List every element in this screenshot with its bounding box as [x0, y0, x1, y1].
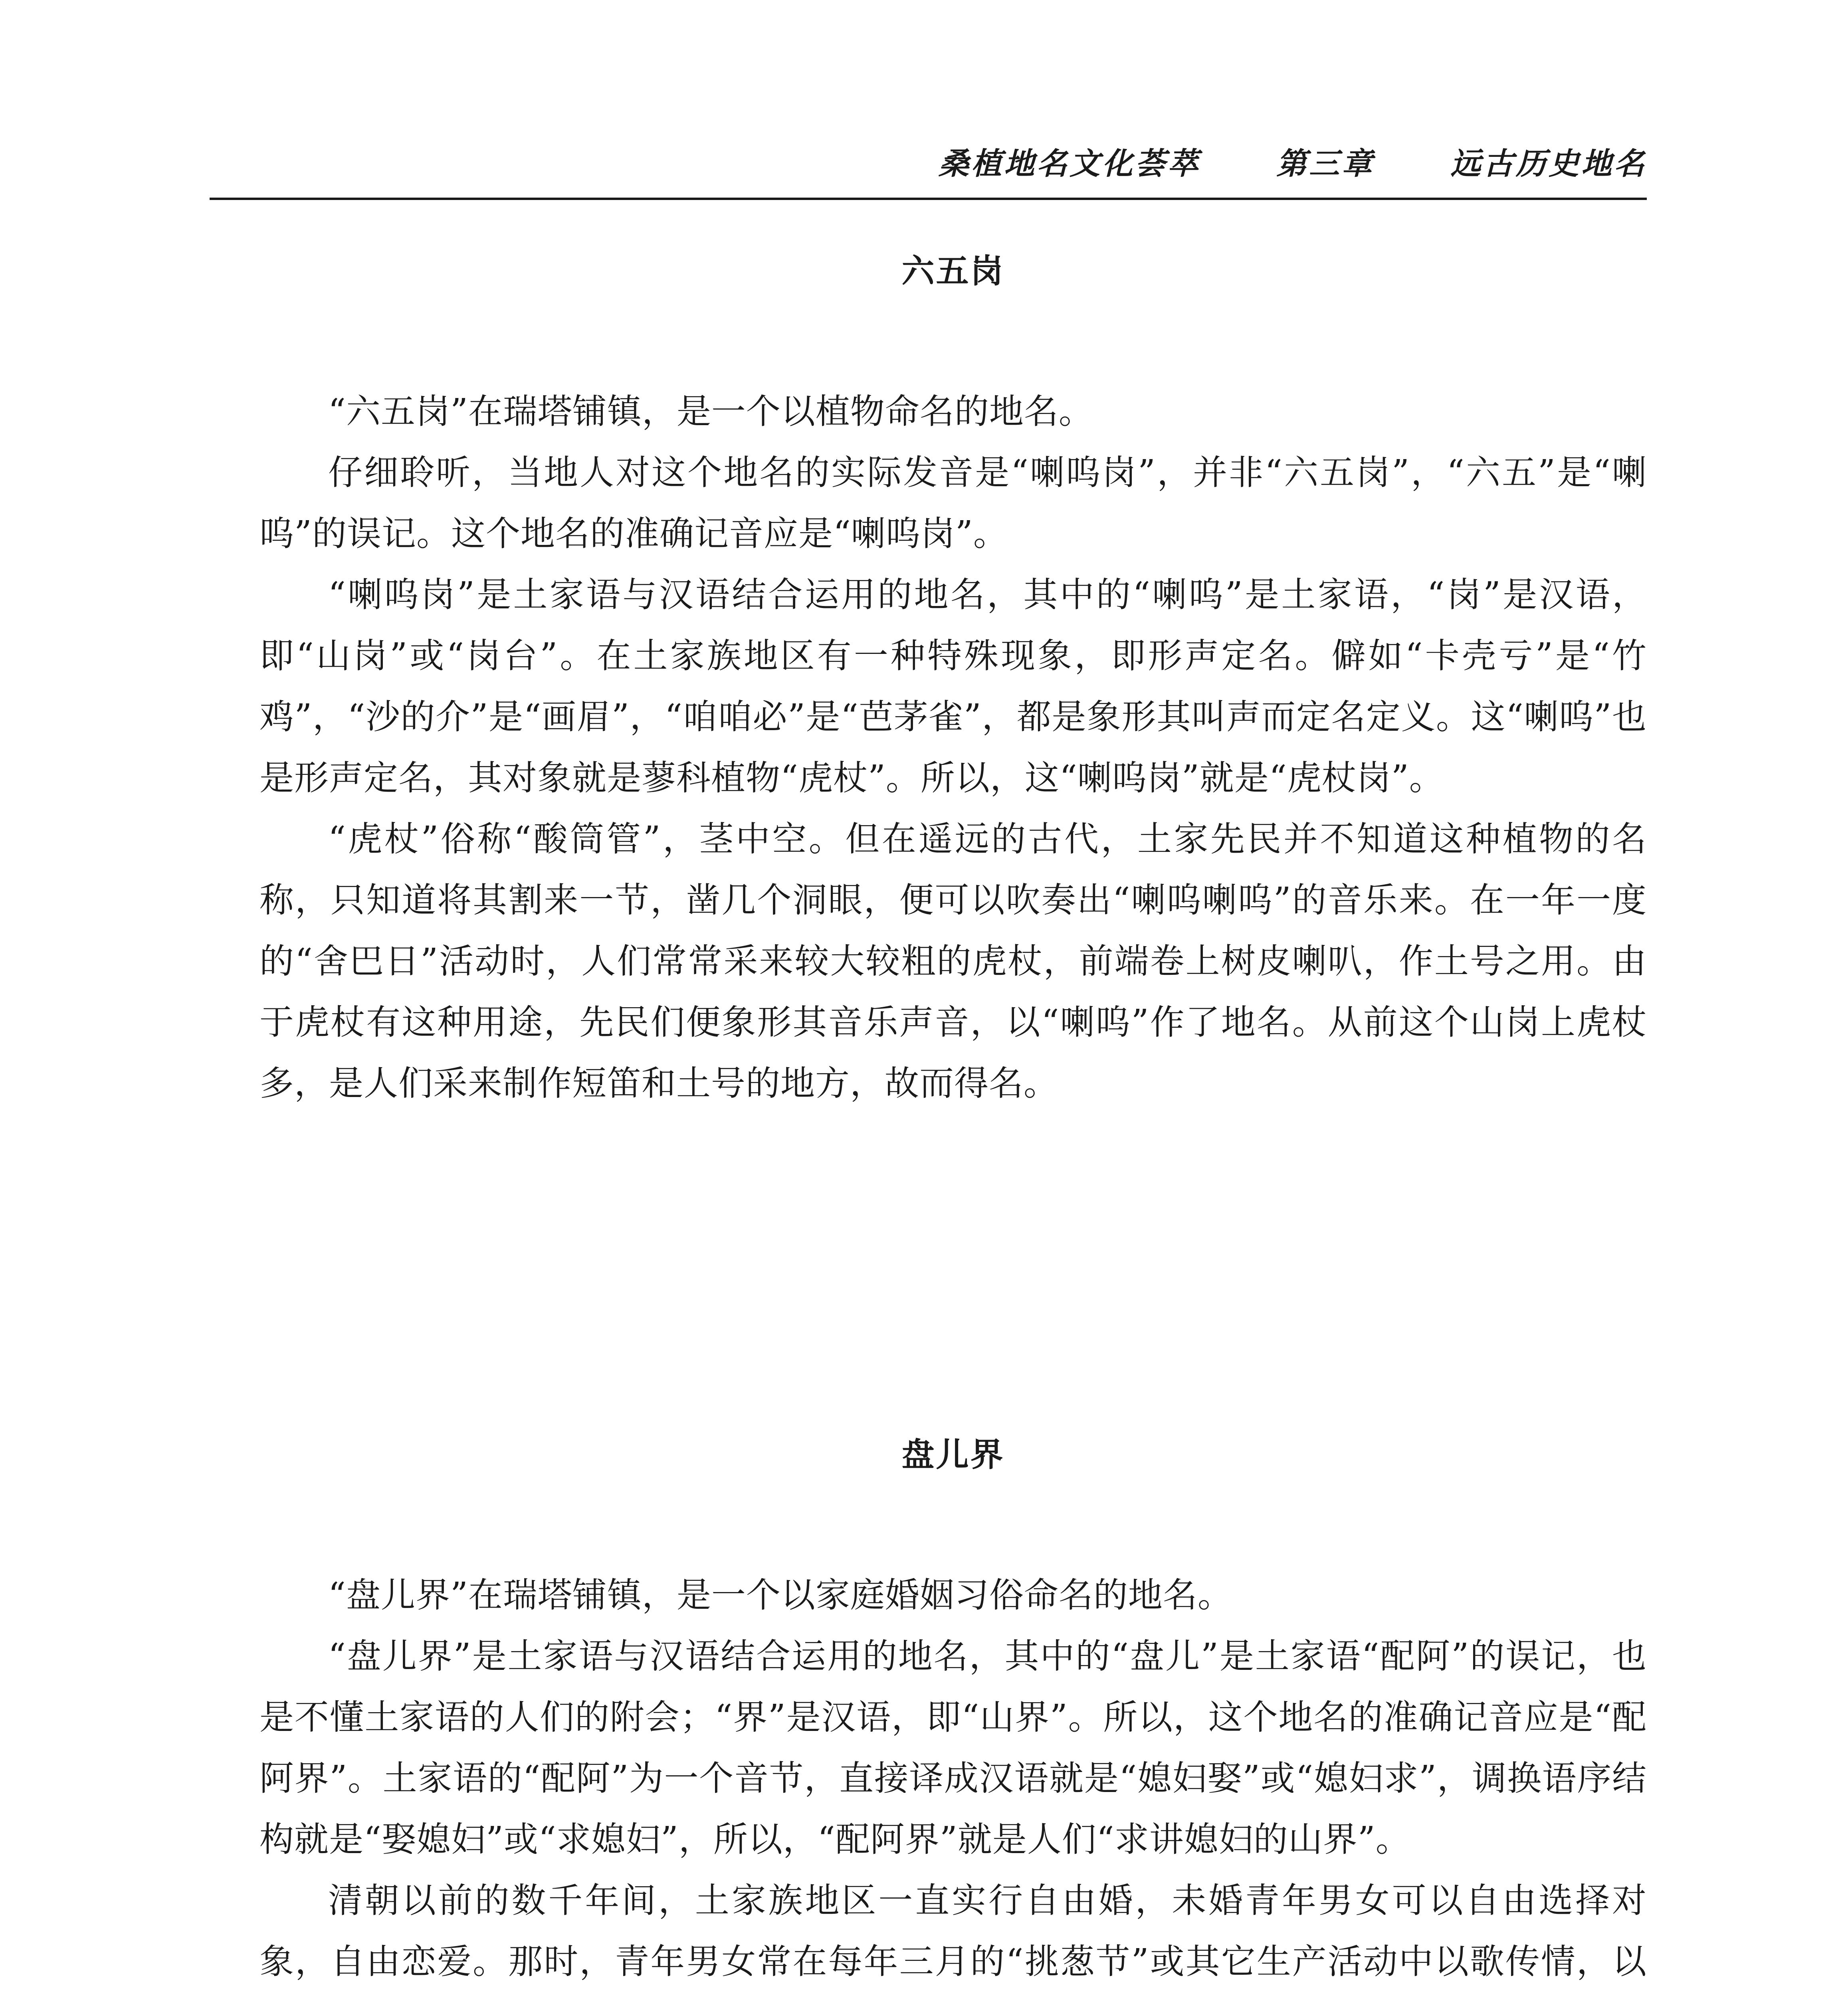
running-header: [210, 144, 1647, 204]
section-title: 盘儿界: [901, 1436, 1005, 1474]
header-text: [939, 144, 1647, 184]
paragraph: 清朝以前的数千年间，土家族地区一直实行自由婚，未婚青年男女可以自由选择对象，自由恋爱。那时，青年男女常在每年三月的“挑葱节”或其它生产活动中以歌传情，以: [259, 1881, 1647, 1982]
paragraph: “盘儿界”在瑞塔铺镇，是一个以家庭婚姻习俗命名的地名。: [328, 1575, 1232, 1615]
chapter-number: 第三章: [1276, 146, 1375, 181]
paragraph: “盘儿界”是土家语与汉语结合运用的地名，其中的“盘儿”是土家语“配阿”的误记，也是不懂土家语的人们的附会；“界”是汉语，即“山界”。所以，这个地名的准确记音应是“配阿界”。土家语的“配阿”为一个音节，直接译成汉语就是“媳妇娶”或“媳妇求”，调换语序结构就是“娶媳妇”或“求媳妇”，所以，“配阿界”就是人们“求讲媳妇的山界”。: [259, 1636, 1647, 1859]
paragraph: “喇呜岗”是土家语与汉语结合运用的地名，其中的“喇呜”是土家语，“岗”是汉语，即“山岗”或“岗台”。在土家族地区有一种特殊现象，即形声定名。僻如“卡壳亏”是“竹鸡”，“沙的介”是“画眉”，“咱咱必”是“芭茅雀”，都是象形其叫声而定名定义。这“喇呜”也是形声定名，其对象就是蓼科植物“虎杖”。所以，这“喇呜岗”就是“虎杖岗”。: [259, 575, 1647, 798]
chapter-title: 远古历史地名: [1450, 146, 1647, 181]
section-title: 六五岗: [901, 252, 1005, 290]
section-panerjie: [259, 1433, 1647, 1996]
paragraph: “六五岗”在瑞塔铺镇，是一个以植物命名的地名。: [328, 392, 1093, 432]
paragraph: “虎杖”俗称“酸筒管”，茎中空。但在遥远的古代，土家先民并不知道这种植物的名称，只知道将其割来一节，凿几个洞眼，便可以吹奏出“喇呜喇呜”的音乐来。在一年一度的“舍巴日”活动时，人们常常采来较大较粗的虎杖，前端卷上树皮喇叭，作土号之用。由于虎杖有这种用途，先民们便象形其音乐声音，以“喇呜”作了地名。从前这个山岗上虎杖多，是人们采来制作短笛和土号的地方，故而得名。: [259, 819, 1647, 1103]
book-title: 桑植地名文化荟萃: [939, 146, 1200, 181]
section-liuwugang: [259, 250, 1647, 1114]
paragraph: 仔细聆听，当地人对这个地名的实际发音是“喇呜岗”，并非“六五岗”，“六五”是“喇呜”的误记。这个地名的准确记音应是“喇呜岗”。: [259, 453, 1647, 554]
header-divider: [210, 198, 1647, 200]
